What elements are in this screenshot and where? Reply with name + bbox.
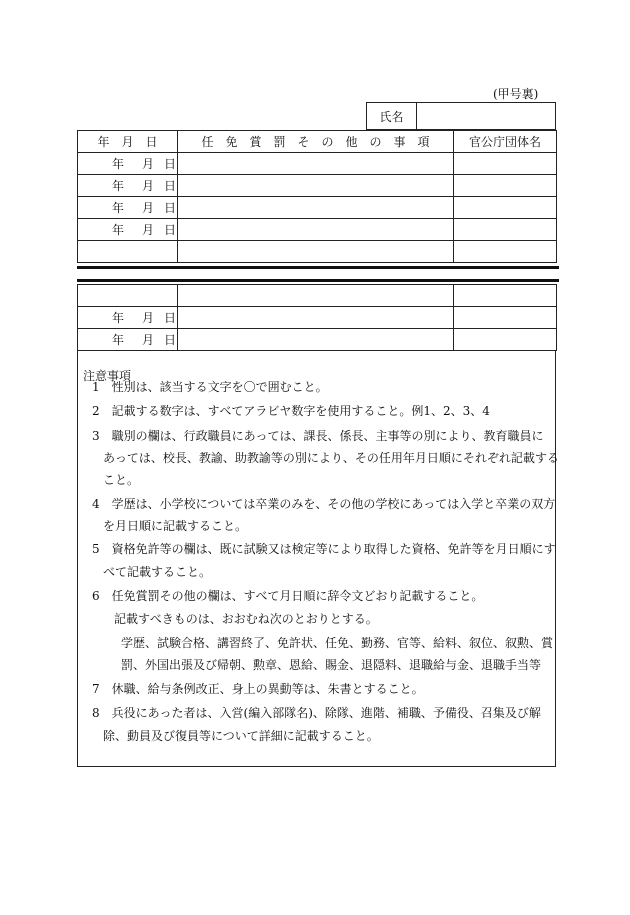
- note-line: 6 任免賞罰その他の欄は、すべて月日順に辞令文どおり記載すること。: [92, 589, 484, 603]
- table-header-row: [78, 131, 557, 153]
- date-cell[interactable]: 年 月 日: [78, 153, 178, 175]
- note-line: を月日順に記載すること。: [103, 519, 248, 533]
- header-agency: 官公庁団体名: [454, 131, 557, 153]
- date-cell[interactable]: [78, 285, 178, 307]
- content-cell[interactable]: [178, 329, 454, 351]
- note-line: 3 職別の欄は、行政職員にあっては、課長、係長、主事等の別により、教育職員に: [92, 429, 544, 443]
- note-line: 記載すべきものは、おおむね次のとおりとする。: [114, 612, 378, 626]
- agency-cell[interactable]: [454, 329, 557, 351]
- content-cell[interactable]: [178, 241, 454, 263]
- date-cell[interactable]: [78, 241, 178, 263]
- content-cell[interactable]: [178, 197, 454, 219]
- agency-cell[interactable]: [454, 241, 557, 263]
- history-table-bottom: [77, 284, 557, 351]
- content-cell[interactable]: [178, 307, 454, 329]
- agency-cell[interactable]: [454, 219, 557, 241]
- note-line: 7 休職、給与条例改正、身上の異動等は、朱書とすること。: [92, 682, 424, 696]
- name-label: 氏名: [367, 103, 417, 129]
- note-line: 5 資格免許等の欄は、既に試験又は検定等により取得した資格、免許等を月日順にす: [92, 542, 556, 556]
- table-row: [78, 197, 557, 219]
- agency-cell[interactable]: [454, 307, 557, 329]
- table-row: [78, 329, 557, 351]
- date-cell[interactable]: 年 月 日: [78, 307, 178, 329]
- form-code-label: (甲号裏): [493, 87, 539, 101]
- content-cell[interactable]: [178, 285, 454, 307]
- note-line: 2 記載する数字は、すべてアラビヤ数字を使用すること。例1、2、3、4: [92, 404, 490, 418]
- table-row: [78, 307, 557, 329]
- table-row: [78, 285, 557, 307]
- header-date: 年 月 日: [78, 131, 178, 153]
- note-line: 4 学歴は、小学校については卒業のみを、その他の学校にあっては入学と卒業の双方: [92, 497, 556, 511]
- date-cell[interactable]: 年 月 日: [78, 329, 178, 351]
- content-cell[interactable]: [178, 219, 454, 241]
- note-line: べて記載すること。: [103, 565, 212, 579]
- name-value-cell[interactable]: [417, 103, 555, 129]
- name-field-box: [366, 102, 556, 130]
- agency-cell[interactable]: [454, 153, 557, 175]
- header-content: 任 免 賞 罰 そ の 他 の 事 項: [178, 131, 454, 153]
- notes-title: 注意事項: [83, 369, 132, 383]
- table-row: [78, 241, 557, 263]
- agency-cell[interactable]: [454, 197, 557, 219]
- history-table-top: [77, 130, 557, 263]
- table-row: [78, 153, 557, 175]
- content-cell[interactable]: [178, 153, 454, 175]
- separator-line-upper: [77, 266, 559, 269]
- note-line: 学歴、試験合格、講習終了、免許状、任免、勤務、官等、給料、叙位、叙勲、賞: [121, 636, 554, 650]
- note-line: 除、動員及び復員等について詳細に記載すること。: [103, 729, 379, 743]
- separator-line-lower: [77, 279, 559, 282]
- note-line: 8 兵役にあった者は、入営(編入部隊名)、除隊、進階、補職、予備役、召集及び解: [92, 706, 541, 720]
- table-row: [78, 175, 557, 197]
- note-line: 1 性別は、該当する文字を〇で囲むこと。: [92, 380, 328, 394]
- agency-cell[interactable]: [454, 175, 557, 197]
- date-cell[interactable]: 年 月 日: [78, 197, 178, 219]
- table-row: [78, 219, 557, 241]
- date-cell[interactable]: 年 月 日: [78, 175, 178, 197]
- note-line: こと。: [103, 473, 140, 487]
- note-line: 罰、外国出張及び帰朝、勲章、恩給、賜金、退隠料、退職給与金、退職手当等: [121, 658, 542, 672]
- date-cell[interactable]: 年 月 日: [78, 219, 178, 241]
- agency-cell[interactable]: [454, 285, 557, 307]
- note-line: あっては、校長、教諭、助教諭等の別により、その任用年月日順にそれぞれ記載する: [103, 451, 559, 465]
- content-cell[interactable]: [178, 175, 454, 197]
